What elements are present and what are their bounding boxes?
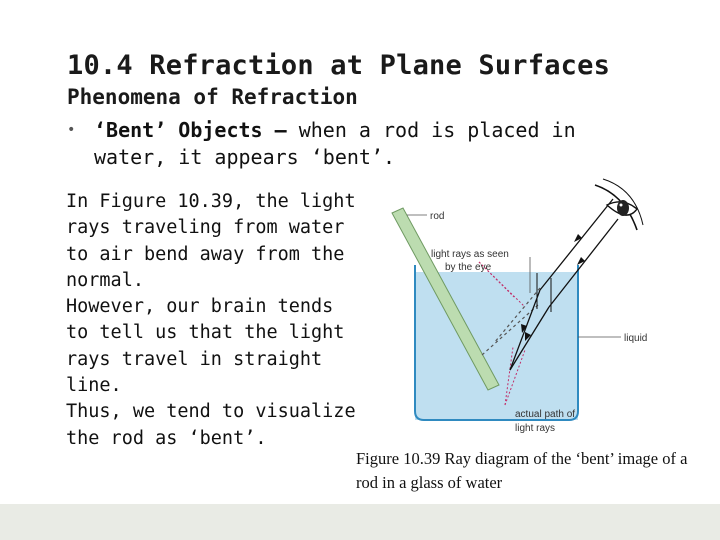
paragraph-line-2: However, our brain tends to tell us that the light rays travel in straight line. — [66, 296, 345, 397]
arrowhead — [577, 257, 585, 265]
figure-caption: Figure 10.39 Ray diagram of the ‘bent’ image of a rod in a glass of water — [356, 449, 688, 492]
liquid-label: liquid — [624, 333, 648, 344]
rod-label: rod — [430, 211, 445, 222]
bullet-rest-text: when a rod is placed in water, it appears ‘bent’. — [94, 118, 576, 169]
arrowhead — [574, 234, 582, 242]
paragraph-line-3: Thus, we tend to visualize the rod as ‘bent’. — [66, 401, 356, 449]
bullet-text — [94, 117, 634, 171]
ray-in-air — [549, 219, 618, 307]
actual-label-line2: light rays — [515, 423, 556, 434]
seen-label-line1: light rays as seen — [431, 249, 509, 260]
slide-title: 10.4 Refraction at Plane Surfaces — [67, 50, 611, 81]
explanation-paragraph — [66, 189, 366, 452]
eye-icon — [595, 179, 643, 230]
bullet-marker: • — [67, 122, 76, 138]
section-heading: Phenomena of Refraction — [67, 85, 358, 109]
footer-bar — [0, 504, 720, 540]
bullet-bold-text: ‘Bent’ Objects – — [94, 118, 287, 142]
actual-label-line1: actual path of — [515, 409, 576, 420]
refraction-diagram — [375, 175, 705, 445]
seen-label-line2: by the eye — [445, 262, 492, 273]
paragraph-line-1: In Figure 10.39, the light rays traveling from water to air bend away from the normal. — [66, 191, 356, 291]
